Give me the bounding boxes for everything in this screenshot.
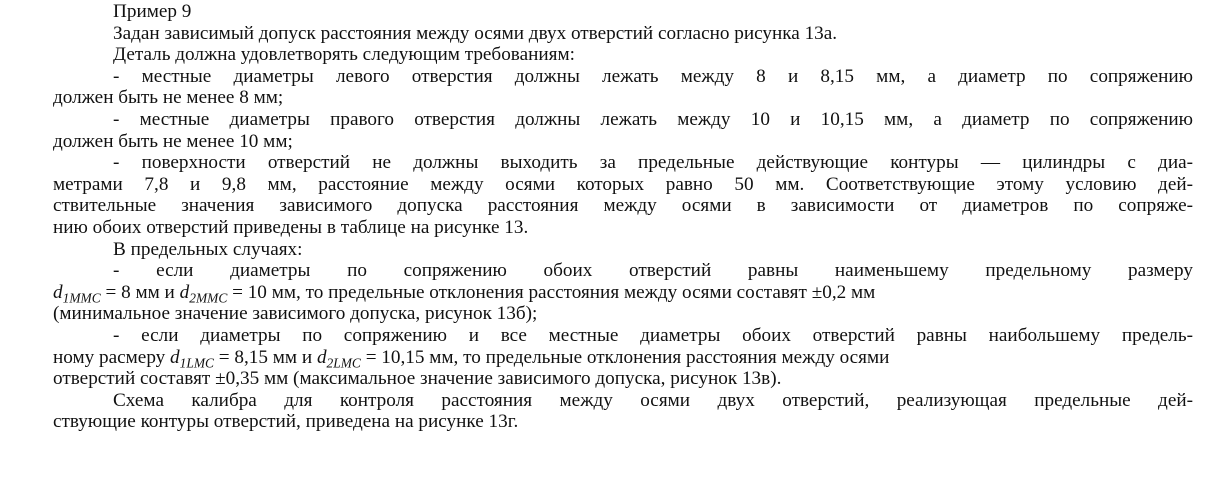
d1-lmc-value: = 8,15 мм и bbox=[214, 346, 317, 368]
d1-mmc-value: = 8 мм и bbox=[100, 281, 180, 303]
case-1-line-1: - если диаметры по сопряжению обоих отверстий равны наименьшему предельному размеру bbox=[113, 260, 1193, 282]
d2-lmc-subscript: 2LMC bbox=[326, 355, 361, 371]
requirement-1-line-1: - местные диаметры левого отверстия должны лежать между 8 и 8,15 мм, а диаметр по сопряжению bbox=[113, 65, 1193, 87]
d2-mmc-value: = 10 мм, то предельные отклонения расстояния между осями составят ±0,2 мм bbox=[227, 281, 876, 303]
requirement-1-line-2: должен быть не менее 8 мм; bbox=[53, 87, 284, 109]
d2-lmc-value: = 10,15 мм, то предельные отклонения расстояния между осями bbox=[360, 346, 890, 368]
gauge-line-2: ствующие контуры отверстий, приведена на рисунке 13г. bbox=[53, 411, 519, 433]
limits-lead: В предельных случаях: bbox=[113, 238, 303, 260]
d2-lmc-symbol: d bbox=[316, 346, 327, 368]
case-2-line-1: - если диаметры по сопряжению и все местные диаметры обоих отверстий равны наибольшему предель- bbox=[113, 324, 1193, 346]
d1-mmc-subscript: 1MMC bbox=[62, 290, 101, 306]
d1-lmc-subscript: 1LMC bbox=[179, 355, 214, 371]
case-2-line-2 bbox=[53, 347, 1193, 369]
requirement-2-line-1: - местные диаметры правого отверстия должны лежать между 10 и 10,15 мм, а диаметр по сопряжению bbox=[113, 108, 1193, 130]
requirement-3-line-3: ствительные значения зависимого допуска расстояния между осями в зависимости от диаметров по сопряже- bbox=[53, 195, 1193, 217]
document-body bbox=[53, 1, 1193, 433]
d1-mmc-symbol: d bbox=[53, 281, 63, 303]
requirements-lead: Деталь должна удовлетворять следующим требованиям: bbox=[113, 44, 575, 66]
case-1-line-3: (минимальное значение зависимого допуска, рисунок 13б); bbox=[53, 303, 538, 325]
gauge-line-1: Схема калибра для контроля расстояния между осями двух отверстий, реализующая предельные дей- bbox=[113, 389, 1193, 411]
requirement-3-line-2: метрами 7,8 и 9,8 мм, расстояние между осями которых равно 50 мм. Соответствующие этому условию дей- bbox=[53, 173, 1193, 195]
requirement-3-line-4: нию обоих отверстий приведены в таблице на рисунке 13. bbox=[53, 216, 529, 238]
case-2-prefix: ному расмеру bbox=[53, 346, 171, 368]
example-title: Пример 9 bbox=[113, 1, 192, 22]
intro-paragraph: Задан зависимый допуск расстояния между осями двух отверстий согласно рисунка 13а. bbox=[113, 22, 838, 44]
case-2-line-3: отверстий составят ±0,35 мм (максимальное значение зависимого допуска, рисунок 13в). bbox=[53, 368, 782, 390]
case-1-line-2 bbox=[53, 282, 1193, 304]
d2-mmc-subscript: 2MMC bbox=[189, 290, 228, 306]
requirement-2-line-2: должен быть не менее 10 мм; bbox=[53, 130, 293, 152]
requirement-3-line-1: - поверхности отверстий не должны выходить за предельные действующие контуры — цилиндры с диа- bbox=[113, 152, 1193, 174]
d2-mmc-symbol: d bbox=[179, 281, 190, 303]
d1-lmc-symbol: d bbox=[170, 346, 180, 368]
